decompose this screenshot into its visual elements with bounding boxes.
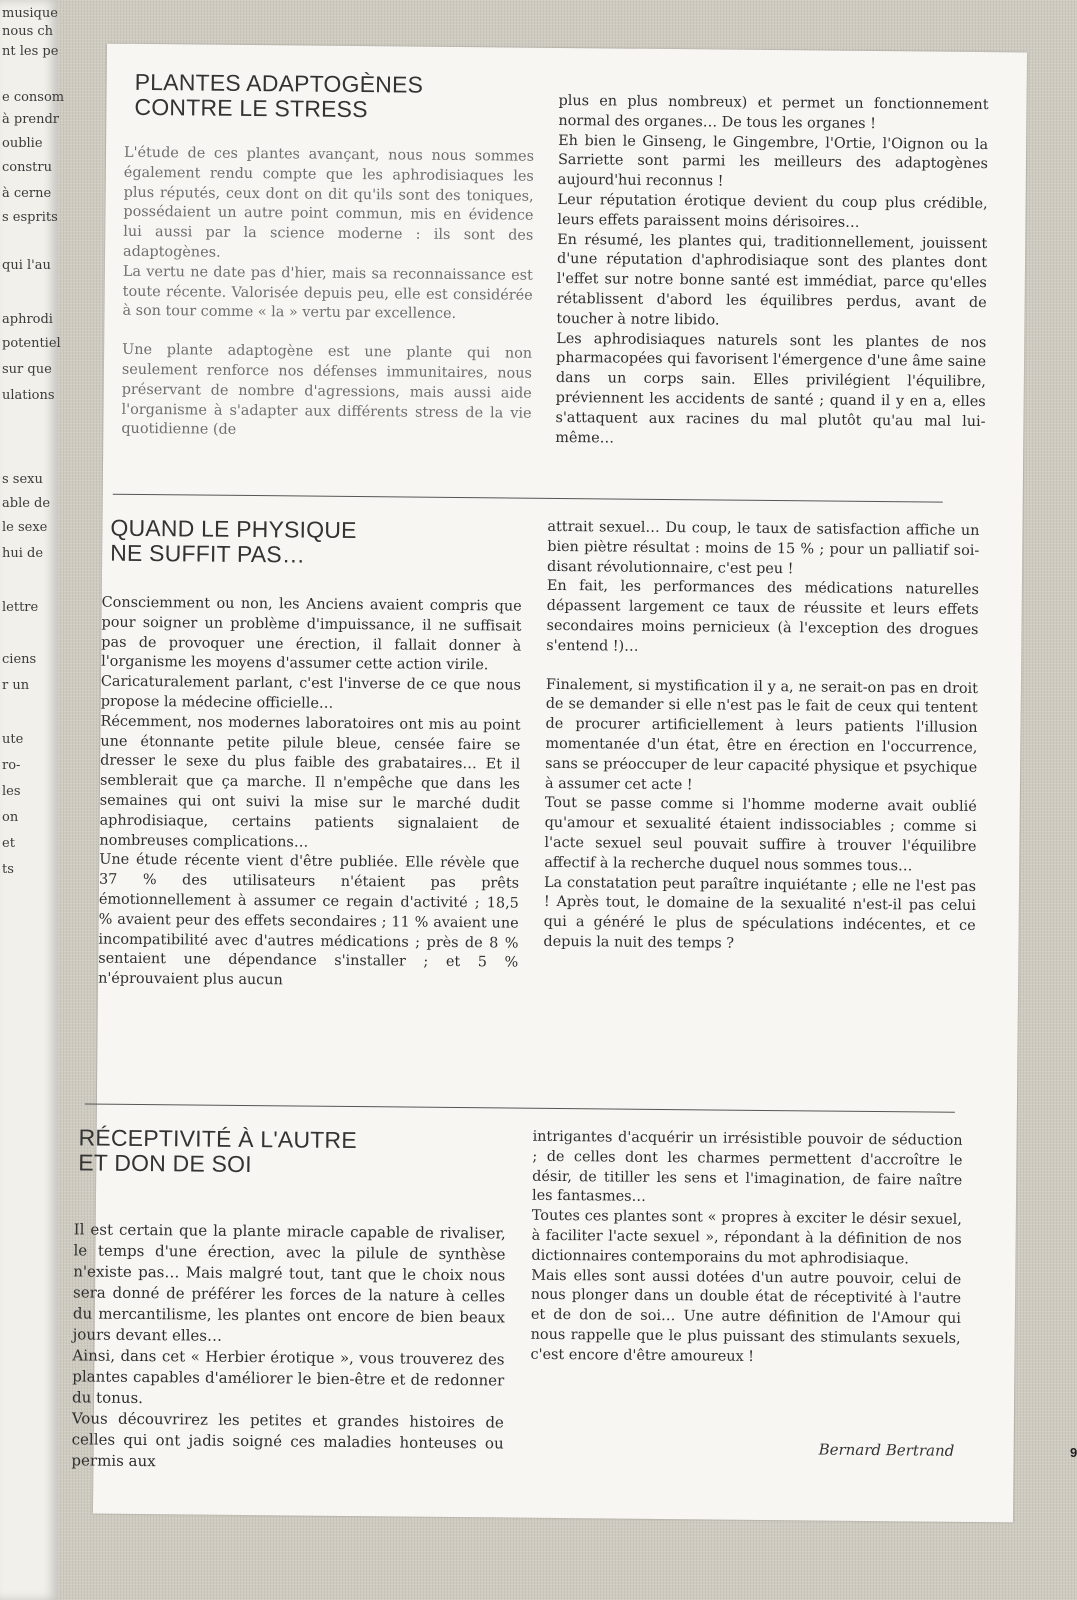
- section-title: PLANTES ADAPTOGÈNES CONTRE LE STRESS: [134, 68, 424, 123]
- left-column: [98, 594, 522, 994]
- facing-page-fragment: les: [2, 784, 21, 799]
- paragraph: Caricaturalement parlant, c'est l'inverse de ce que nous propose la médecine officielle…: [100, 673, 522, 712]
- right-column: [555, 92, 988, 452]
- facing-page-fragment: r un: [2, 678, 30, 693]
- facing-page-fragment: nt les pe: [2, 44, 59, 59]
- facing-page-fragment: potentiel: [2, 336, 61, 351]
- facing-page-fragment: s esprits: [2, 210, 58, 225]
- facing-page-fragment: s sexu: [2, 472, 43, 487]
- facing-page-fragment: on: [2, 810, 19, 825]
- facing-page-fragment: hui de: [2, 546, 44, 561]
- section-title: QUAND LE PHYSIQUE NE SUFFIT PAS…: [110, 514, 357, 568]
- text-panel: [71, 44, 1027, 1523]
- paragraph: Eh bien le Ginseng, le Gingembre, l'Ortie, l'Oignon ou la Sarriette sont parmi les meilleurs des adaptogènes aujourd'hui reconnus !: [557, 132, 989, 190]
- section-physique: [97, 506, 1023, 1105]
- paragraph: La vertu ne date pas d'hier, mais sa reconnaissance est toute récente. Valorisée depuis peu, elle est considérée à son tour comme « la » vertu par excellence.: [122, 263, 533, 323]
- section-adaptogenes: [103, 44, 1027, 503]
- facing-page-fragment: à prendr: [2, 112, 60, 127]
- left-column: [71, 1219, 505, 1475]
- facing-page-fragment: ute: [2, 732, 24, 747]
- paragraph: Il est certain que la plante miracle capable de rivaliser, le temps d'une érection, avec la pilule de synthèse n'existe pas… Mais malgré tout, tant que le choix nous sera donné de préférer les forces de la nature à celles du mercantilisme, les plantes ont encore de bien beaux jours devant elles…: [72, 1220, 506, 1345]
- facing-page-fragment: able de: [2, 496, 51, 511]
- paragraph: La constatation peut paraître inquiétante ; elle ne l'est pas ! Après tout, le domaine de la sexualité n'est-il pas celui qui a généré le plus de spéculations indécentes, et ce depuis la nuit des temps ?: [543, 874, 977, 952]
- left-column: [121, 144, 534, 444]
- page-number: 9: [1070, 1445, 1077, 1460]
- facing-page-fragment: ulations: [2, 388, 55, 403]
- paragraph: Toutes ces plantes sont « propres à exciter le désir sexuel, à faciliter l'acte sexuel », répondant à la définition de nos dictionnaires contemporains du mot aphrodisiaque.: [531, 1207, 962, 1268]
- paragraph: intrigantes d'acquérir un irrésistible pouvoir de séduction ; de celles dont les charmes permettent d'accroître le désir, de titiller les sens et l'imagination, de faire naître les fantasmes…: [531, 1128, 963, 1206]
- paragraph: Une plante adaptogène est une plante qui non seulement renforce nos défenses immunitaires, nous préservant de nombre d'agressions, mais aussi aide l'organisme à s'adapter aux différents stress de la vie quotidienne (de: [121, 341, 533, 439]
- facing-page-fragment: ts: [2, 862, 14, 877]
- paragraph: Finalement, si mystification il y a, ne serait-on pas en droit de se demander si elle n'est pas le fait de ceux qui tentent de procurer artificiellement à leurs patients l'illusion momentanée d'un état, être en érection en l'occurrence, sans se préoccuper de leur capacité physique et psychique à assumer cet acte !: [544, 676, 979, 793]
- section-title: RÉCEPTIVITÉ À L'AUTRE ET DON DE SOI: [78, 1124, 357, 1178]
- facing-page-fragment: à cerne: [2, 186, 52, 201]
- section-divider: [85, 1103, 955, 1112]
- paragraph: Ainsi, dans cet « Herbier érotique », vous trouverez des plantes capables d'améliorer le bien-être et de redonner du tonus.: [71, 1346, 505, 1408]
- page: [58, 0, 1077, 1600]
- section-receptivite: [71, 1116, 1017, 1515]
- right-column: [543, 518, 979, 957]
- paragraph: plus en plus nombreux) et permet un fonctionnement normal des organes… De tous les organes !: [558, 92, 989, 132]
- paragraph: Vous découvrirez les petites et grandes histoires de celles qui ont jadis soigné ces maladies honteuses ou permis aux: [71, 1409, 504, 1471]
- facing-page-fragment: musique: [2, 6, 58, 21]
- paragraph: Leur réputation érotique devient du coup plus crédible, leurs effets paraissent moins dérisoires…: [557, 191, 988, 231]
- paragraph: Mais elles sont aussi dotées d'un autre pouvoir, celui de nous plonger dans un double état de réceptivité à l'autre et de don de soi… Une autre définition de l'Amour qui nous rappelle que le plus puissant des stimulants sexuels, c'est encore d'être amoureux !: [530, 1267, 962, 1365]
- paragraph: attrait sexuel… Du coup, le taux de satisfaction affiche un bien piètre résultat : moins de 15 % ; pour un palliatif soi-disant révolutionnaire, c'est peu !: [547, 518, 980, 577]
- facing-page-fragment: qui l'au: [2, 258, 51, 273]
- facing-page-fragment: le sexe: [2, 520, 48, 535]
- facing-page-fragment: aphrodi: [2, 312, 53, 327]
- facing-page-fragment: ciens: [2, 652, 37, 667]
- paragraph: Consciemment ou non, les Anciens avaient compris que pour soigner un problème d'impuissance, il ne suffisait pas de provoquer une érection, il fallait donner à l'organisme les moyens d'assumer cette action virile.: [101, 594, 522, 674]
- facing-page-fragment: e consom: [2, 90, 65, 105]
- facing-page-fragment: ro-: [2, 758, 21, 773]
- paragraph: En résumé, les plantes qui, traditionnellement, jouissent d'une réputation d'aphrodisiaque sont des plantes dont l'effet sur notre bonne santé est immédiat, parce qu'elles rétablissent d'abord les équilibres perdus, avant de toucher à notre libido.: [556, 231, 988, 329]
- facing-page-edge: [0, 0, 65, 1600]
- paragraph: Une étude récente vient d'être publiée. Elle révèle que 37 % des utilisateurs n'étaient pas prêts émotionnellement à assumer ce regain d'activité ; 18,5 % avaient peur des effets secondaires ; 11 % avaient une incompatibilité avec d'autres médications ; près de 8 % sentaient une dépendance s'installer ; et 5 % n'éprouvaient plus aucun: [98, 851, 520, 989]
- facing-page-fragment: lettre: [2, 600, 39, 615]
- paragraph: Les aphrodisiaques naturels sont les plantes de nos pharmacopées qui favorisent l'émergence d'une âme saine dans un corps sain. Elles privilégient l'équilibre, préviennent les accidents de santé ; quand il y en a, elles s'attaquent aux racines du mal plutôt qu'au mal lui-même…: [555, 330, 987, 447]
- facing-page-fragment: oublie: [2, 136, 43, 151]
- facing-page-fragment: nous ch: [2, 24, 54, 39]
- facing-page-fragment: sur que: [2, 362, 52, 377]
- paragraph: Tout se passe comme si l'homme moderne avait oublié qu'amour et sexualité étaient indissociables ; comme si l'acte sexuel seul pouvait suffire à trouver l'équilibre affectif à la recherche duquel nous sommes tous…: [544, 795, 977, 875]
- right-column: [530, 1128, 962, 1370]
- paragraph: Récemment, nos modernes laboratoires ont mis au point une étonnante petite pilule bleue, censée faire se dresser le sexe du plus faible des grabataires… Et il semblerait que ça marche. Il n'empêche que dans les semaines qui ont suivi la mise sur le marché dudit aphrodisiaque, certains patients signalaient de nombreuses complications…: [99, 713, 521, 851]
- paragraph: L'étude de ces plantes avançant, nous nous sommes également rendu compte que les aphrodisiaques les plus réputés, ceux dont on dit qu'ils sont des toniques, possédaient un autre point commun, mis en évidence lui aussi par la science moderne : ils sont des adaptogènes.: [123, 144, 535, 261]
- facing-page-fragment: et: [2, 836, 15, 851]
- facing-page-fragment: constru: [2, 160, 52, 175]
- author-signature: Bernard Bertrand: [818, 1440, 955, 1460]
- paragraph: En fait, les performances des médications naturelles dépassent largement ce taux de réussite et leurs effets secondaires moins pernicieux (à l'exception des drogues s'entend !)…: [546, 578, 979, 655]
